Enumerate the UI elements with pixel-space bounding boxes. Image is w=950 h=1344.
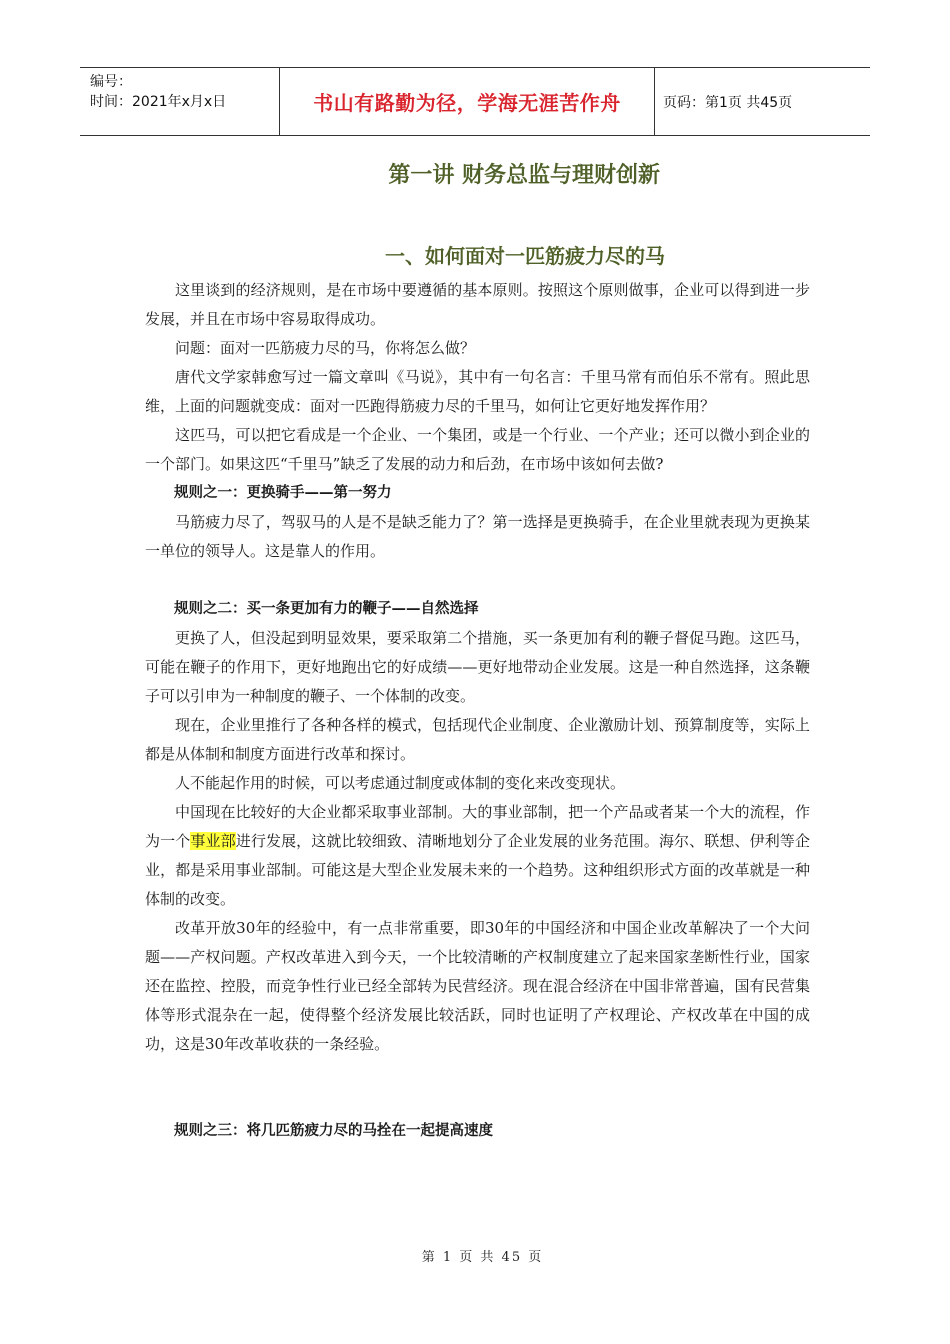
page-footer: 第 1 页 共 45 页: [421, 1250, 544, 1265]
time-label: 时间：2021年x月x日: [90, 94, 227, 110]
spacer: [145, 1059, 810, 1117]
paragraph-segment: 进行发展，这就比较细致、清晰地划分了企业发展的业务范围。海尔、联想、伊利等企业，都是采用事业部制。可能这是大型企业发展未来的一个趋势。这种组织形式方面的改革就是一种体制的改变。: [145, 832, 810, 908]
rule-heading-2: 规则之二：买一条更加有力的鞭子——自然选择: [174, 601, 479, 617]
document-body: [145, 276, 810, 1146]
motto-text: 书山有路勤为径，学海无涯苦作舟: [313, 91, 621, 115]
page-info-text: 页码：第1页 共45页: [663, 94, 793, 111]
spacer: [145, 566, 810, 595]
paragraph: 更换了人，但没起到明显效果，要采取第二个措施，买一条更加有利的鞭子督促马跑。这匹马，可能在鞭子的作用下，更好地跑出它的好成绩——更好地带动企业发展。这是一种自然选择，这条鞭子可以引申为一种制度的鞭子、一个体制的改变。: [145, 629, 810, 705]
number-label: 编号：: [90, 74, 132, 90]
motto-cell: [280, 68, 655, 135]
paragraph: 改革开放30年的经验中，有一点非常重要，即30年的中国经济和中国企业改革解决了一个大问题——产权问题。产权改革进入到今天，一个比较清晰的产权制度建立了起来国家垄断性行业，国家还在监控、控股，而竞争性行业已经全部转为民营经济。现在混合经济在中国非常普遍，国有民营集体等形式混杂在一起，使得整个经济发展比较活跃，同时也证明了产权理论、产权改革在中国的成功，这是30年改革收获的一条经验。: [145, 919, 810, 1053]
highlighted-term: 事业部: [190, 832, 236, 850]
paragraph-segment: 中国现在比较好的大企业都采取事业部制。大的事业部制，把一个产品或者某一个大的流程，作为一个: [145, 803, 810, 850]
paragraph: 人不能起作用的时候，可以考虑通过制度或体制的变化来改变现状。: [175, 774, 626, 792]
paragraph: 马筋疲力尽了，驾驭马的人是不是缺乏能力了？第一选择是更换骑手，在企业里就表现为更换某一单位的领导人。这是靠人的作用。: [145, 513, 810, 560]
paragraph: 现在，企业里推行了各种各样的模式，包括现代企业制度、企业激励计划、预算制度等，实际上都是从体制和制度方面进行改革和探讨。: [145, 716, 810, 763]
header-meta-cell: [80, 68, 280, 135]
paragraph: 唐代文学家韩愈写过一篇文章叫《马说》，其中有一句名言：千里马常有而伯乐不常有。照此思维，上面的问题就变成：面对一匹跑得筋疲力尽的千里马，如何让它更好地发挥作用？: [145, 368, 810, 415]
paragraph: 问题：面对一匹筋疲力尽的马，你将怎么做？: [175, 339, 476, 357]
header-table: [80, 67, 870, 136]
paragraph: 这里谈到的经济规则，是在市场中要遵循的基本原则。按照这个原则做事，企业可以得到进一步发展，并且在市场中容易取得成功。: [145, 281, 810, 328]
document-title: 第一讲 财务总监与理财创新: [388, 163, 660, 188]
rule-heading-3: 规则之三：将几匹筋疲力尽的马拴在一起提高速度: [174, 1123, 493, 1139]
paragraph-with-highlight: [145, 798, 810, 914]
page-info-cell: [655, 68, 870, 135]
rule-heading-1: 规则之一：更换骑手——第一努力: [174, 485, 392, 501]
paragraph: 这匹马，可以把它看成是一个企业、一个集团，或是一个行业、一个产业；还可以微小到企业的一个部门。如果这匹“千里马”缺乏了发展的动力和后劲，在市场中该如何去做?: [145, 426, 810, 473]
section-title: 一、如何面对一匹筋疲力尽的马: [385, 244, 665, 268]
